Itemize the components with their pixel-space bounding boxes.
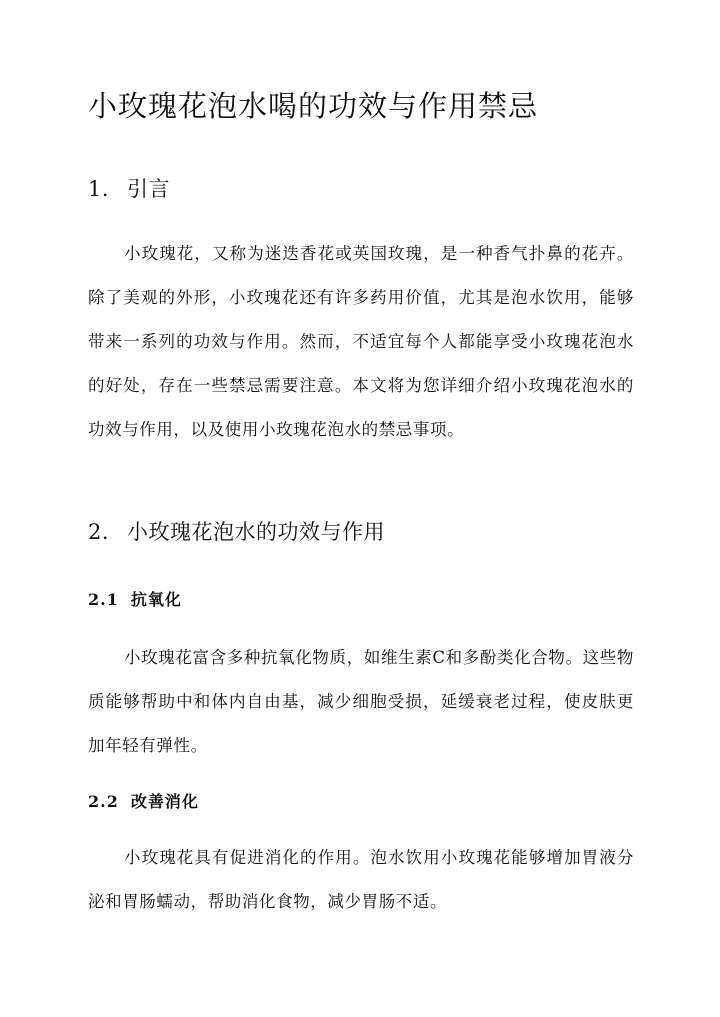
subsection-number: 2.1: [88, 590, 119, 609]
subsection-heading-digestion: [88, 790, 199, 814]
digestion-paragraph: 小玫瑰花具有促进消化的作用。泡水饮用小玫瑰花能够增加胃液分泌和胃肠蠕动，帮助消化食物，减少胃肠不适。: [88, 848, 634, 911]
subsection-heading-antioxidant: [88, 588, 182, 612]
intro-paragraph: 小玫瑰花，又称为迷迭香花或英国玫瑰，是一种香气扑鼻的花卉。除了美观的外形，小玫瑰花还有许多药用价值，尤其是泡水饮用，能够带来一系列的功效与作用。然而，不适宜每个人都能享受小玫瑰花泡水的好处，存在一些禁忌需要注意。本文将为您详细介绍小玫瑰花泡水的功效与作用，以及使用小玫瑰花泡水的禁忌事项。: [88, 244, 634, 439]
section-number: 1.: [88, 177, 110, 201]
document-title: 小玫瑰花泡水喝的功效与作用禁忌: [88, 89, 539, 123]
section-number: 2.: [88, 520, 110, 544]
section-heading-intro: [88, 173, 170, 205]
section-title: 引言: [127, 177, 171, 201]
section-title: 小玫瑰花泡水的功效与作用: [127, 520, 386, 544]
subsection-number: 2.2: [88, 792, 119, 811]
subsection-title: 改善消化: [130, 792, 199, 811]
antioxidant-paragraph: 小玫瑰花富含多种抗氧化物质，如维生素C和多酚类化合物。这些物质能够帮助中和体内自由基，减少细胞受损，延缓衰老过程，使皮肤更加年轻有弹性。: [88, 648, 634, 755]
section-heading-benefits: [88, 516, 385, 548]
subsection-title: 抗氧化: [130, 590, 182, 609]
